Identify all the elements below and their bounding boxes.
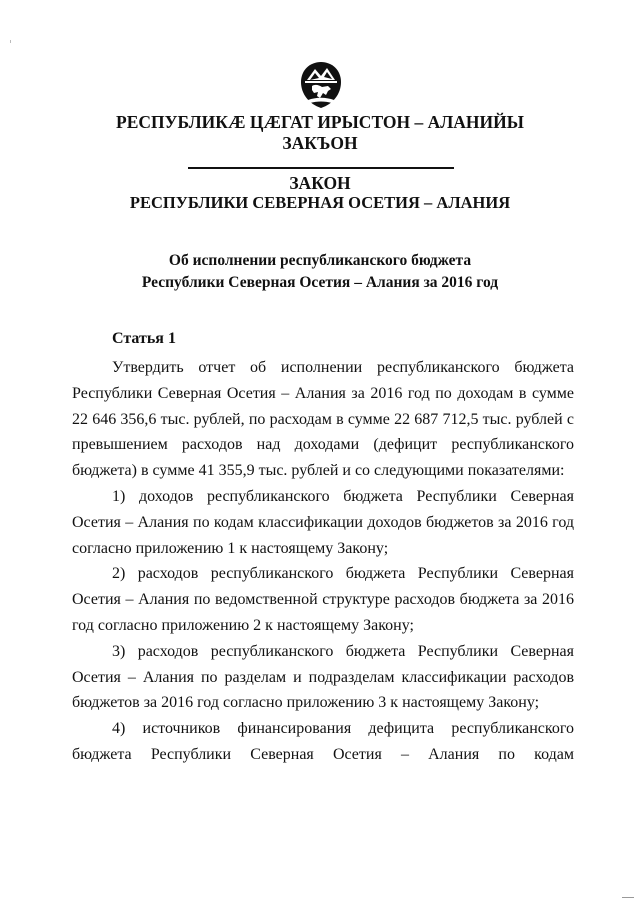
law-title-line-2: Республики Северная Осетия – Алания за 2016 год	[141, 274, 499, 291]
ossetian-title: РЕСПУБЛИКӔ ЦӔГАТ ИРЫСТОН – АЛАНИЙЫ	[116, 112, 524, 132]
header-divider	[188, 167, 454, 169]
paragraph-intro: Утвердить отчет об исполнении республиканского бюджета Республики Северная Осетия – Алания за 2016 год по доходам в сумме 22 646 356,6 тыс. рублей, по расходам в сумме 22 687 712,5 тыс. рублей с превышением расходов над доходами (дефицит республиканского бюджета) в сумме 41 355,9 тыс. рублей и со следующими показателями:	[72, 359, 574, 480]
article-heading: Статья 1	[112, 330, 176, 347]
paragraph-item-3: 3) расходов республиканского бюджета Республики Северная Осетия – Алания по разделам и подразделам классификации расходов бюджетов за 2016 год согласно приложению 3 к настоящему Закону;	[72, 642, 574, 712]
law-title-line-1: Об исполнении республиканского бюджета	[168, 252, 472, 269]
paragraph-item-2: 2) расходов республиканского бюджета Республики Северная Осетия – Алания по ведомственной структуре расходов бюджета за 2016 год согласно приложению 2 к настоящему Закону;	[72, 565, 574, 634]
ossetian-law-label: ЗАКЪОН	[282, 133, 358, 153]
paragraph-item-1: 1) доходов республиканского бюджета Республики Северная Осетия – Алания по кодам классификации доходов бюджетов за 2016 год согласно приложению 1 к настоящему Закону;	[72, 487, 574, 557]
paragraph-item-4: 4) источников финансирования дефицита республиканского бюджета Республики Северная Осетия – Алания по кодам	[72, 720, 574, 763]
russian-law-label: ЗАКОН	[289, 173, 351, 193]
article-body	[72, 355, 574, 768]
scan-mark	[622, 897, 634, 898]
russian-title: РЕСПУБЛИКИ СЕВЕРНАЯ ОСЕТИЯ – АЛАНИЯ	[129, 193, 511, 212]
scan-mark	[10, 40, 11, 43]
coat-of-arms-icon	[298, 60, 344, 110]
